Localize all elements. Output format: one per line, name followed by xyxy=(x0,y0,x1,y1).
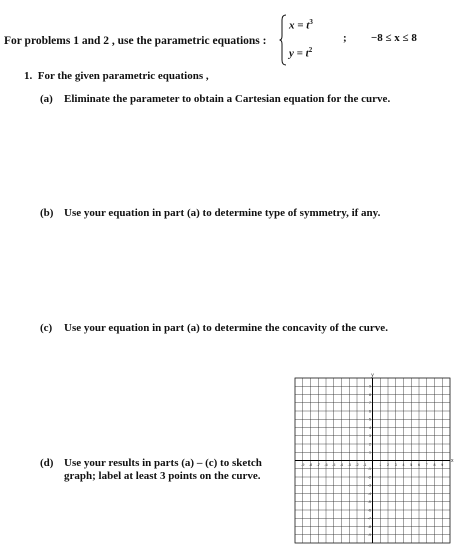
coordinate-grid xyxy=(291,372,454,547)
equation-x: $x = t^3$ xyxy=(289,18,313,32)
y-tick-label: -1 xyxy=(367,467,371,472)
y-tick-label: 5 xyxy=(369,417,371,422)
x-tick-label: -8 xyxy=(308,463,313,467)
y-tick-label: 7 xyxy=(369,401,371,406)
y-tick-label: 1 xyxy=(369,450,371,455)
separator: ; xyxy=(343,32,347,44)
y-tick-label: -6 xyxy=(367,508,371,513)
part-c-text: Use your equation in part (a) to determine the concavity of the curve. xyxy=(64,322,388,334)
y-tick-label: -4 xyxy=(367,491,371,496)
y-tick-label: 6 xyxy=(369,409,371,414)
x-tick-label: 4 xyxy=(402,463,405,467)
domain-restriction: −8 ≤ x ≤ 8 xyxy=(371,32,417,44)
part-d-text: Use your results in parts (a) – (c) to sketch graph; label at least 3 points on the curve. xyxy=(64,457,262,482)
y-tick-label: 2 xyxy=(369,442,371,447)
intro-text: For problems 1 and 2 , use the parametric equations : xyxy=(4,35,267,47)
part-a-label: (a) xyxy=(40,93,53,105)
y-tick-label: 9 xyxy=(369,384,371,389)
part-d-label: (d) xyxy=(40,457,54,469)
x-tick-label: 8 xyxy=(433,463,436,467)
y-tick-label: 4 xyxy=(369,425,371,430)
x-tick-label: 7 xyxy=(425,463,428,467)
x-tick-label: 2 xyxy=(387,463,389,467)
part-b-text: Use your equation in part (a) to determine type of symmetry, if any. xyxy=(64,207,381,219)
part-c-label: (c) xyxy=(40,322,53,334)
x-tick-label: -1 xyxy=(363,463,367,467)
y-tick-label: -7 xyxy=(367,516,371,521)
brace-icon xyxy=(279,14,287,66)
x-tick-label: -3 xyxy=(347,463,351,467)
x-tick-label: 1 xyxy=(379,463,382,467)
x-tick-label: -4 xyxy=(339,463,344,467)
equation-y: $y = t^2$ xyxy=(289,46,313,60)
grid-svg xyxy=(291,372,454,547)
y-tick-label: -3 xyxy=(367,483,371,488)
x-tick-label: 6 xyxy=(418,463,420,467)
x-tick-label: -2 xyxy=(355,463,359,467)
question-heading: 1. For the given parametric equations , xyxy=(24,70,209,82)
x-tick-label: 3 xyxy=(394,463,397,467)
x-tick-label: -7 xyxy=(316,463,320,467)
x-tick-label: 9 xyxy=(441,463,444,467)
x-tick-label: 5 xyxy=(410,463,413,467)
x-axis-label: x xyxy=(451,458,454,464)
y-axis-label: y xyxy=(371,372,374,379)
y-tick-label: -8 xyxy=(367,524,371,529)
y-tick-label: -9 xyxy=(367,533,371,538)
x-tick-label: -6 xyxy=(324,463,328,467)
y-tick-label: -2 xyxy=(367,475,371,480)
y-tick-label: 8 xyxy=(369,392,371,397)
x-tick-label: -5 xyxy=(332,463,336,467)
y-tick-label: 3 xyxy=(369,434,371,439)
part-a-text: Eliminate the parameter to obtain a Cartesian equation for the curve. xyxy=(64,93,391,105)
part-b-label: (b) xyxy=(40,207,54,219)
x-tick-label: -9 xyxy=(301,463,305,467)
y-tick-label: -5 xyxy=(367,500,371,505)
